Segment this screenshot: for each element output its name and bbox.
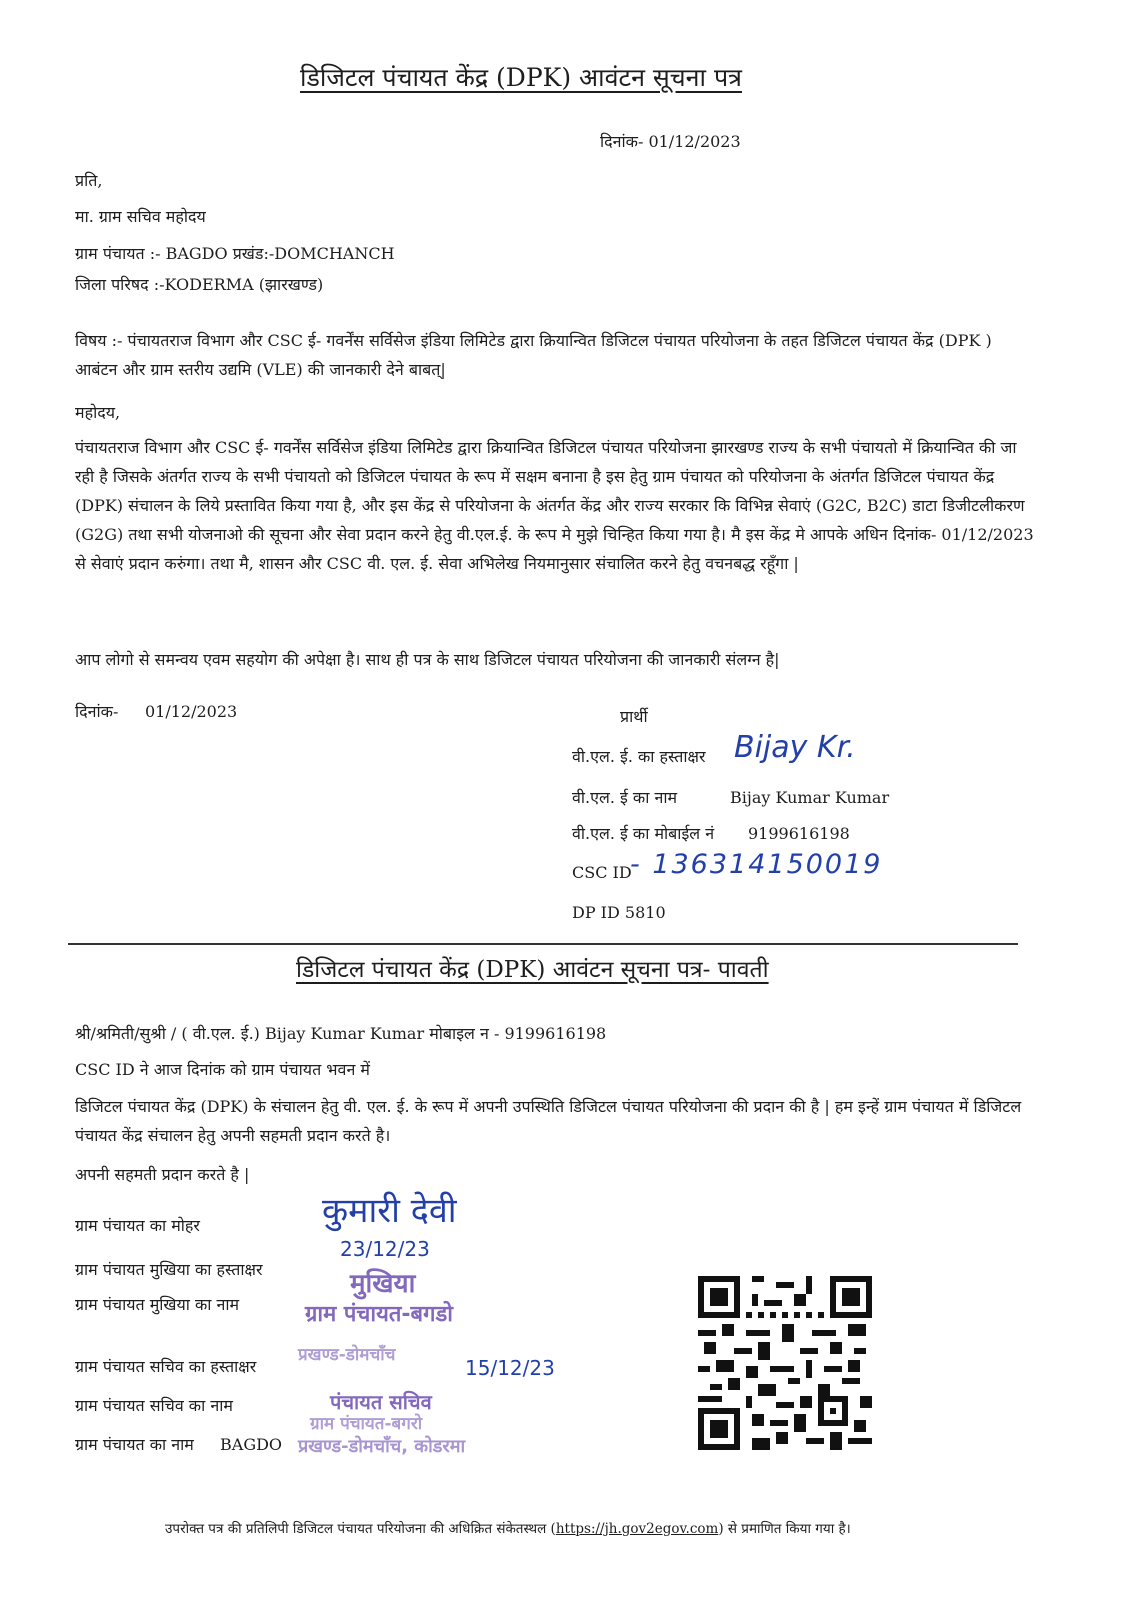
letter-title: डिजिटल पंचायत केंद्र (DPK) आवंटन सूचना पत्र xyxy=(300,63,742,92)
body-paragraph: पंचायतराज विभाग और CSC ई- गवर्नेंस सर्विसेज इंडिया लिमिटेड द्वारा क्रियान्वित डिजिटल पंचायत परियोजना झारखण्ड राज्य के सभी पंचायतो में क्रियान्वित की जा रही है जिसके अंतर्गत राज्य के सभी पंचायतो को डिजिटल पंचायत के रूप में सक्षम बनाना है इस हेतु ग्राम पंचायत को परियोजना के अंतर्गत डिजिटल पंचायत केंद्र (DPK) संचालन के लिये प्रस्तावित किया गया है, और इस केंद्र से परियोजना के अंतर्गत केंद्र और राज्य सरकार कि विभिन्न सेवाएं (G2C, B2C) डाटा डिजीटलीकरण (G2G) तथा सभी योजनाओ की सूचना और सेवा प्रदान करने हेतु वी.एल.ई. के रूप मे मुझे चिन्हित किया गया है। मै इस केंद्र मे आपके अधिन दिनांक- 01/12/2023 से सेवाएं प्रदान करुंगा। तथा मै, शासन और CSC वी. एल. ई. सेवा अभिलेख नियमानुसार संचालित करने हेतु वचनबद्ध रहूँगा | xyxy=(75,438,1034,573)
footer-text-before: उपरोक्त पत्र की प्रतिलिपी डिजिटल पंचायत परियोजना की अधिक्रित संकेतस्थल ( xyxy=(165,1521,556,1537)
csc-id-handwritten: - 136314150019 xyxy=(630,849,883,880)
mukhiya-signature-label: ग्राम पंचायत मुखिया का हस्ताक्षर xyxy=(75,1260,263,1279)
vle-name-value: Bijay Kumar Kumar xyxy=(730,788,890,807)
mukhiya-handwritten-signature: कुमारी देवी xyxy=(322,1191,457,1231)
vle-signature: Bijay Kr. xyxy=(734,730,856,765)
stamp-gram-panchayat: ग्राम पंचायत-बगडो xyxy=(305,1302,453,1327)
to-line: प्रति, xyxy=(75,171,103,190)
stamp-block-partial: प्रखण्ड-डोमचाँच xyxy=(298,1345,396,1365)
section-divider xyxy=(68,943,1018,945)
salutation: महोदय, xyxy=(75,403,121,422)
district-line: जिला परिषद :-KODERMA (झारखण्ड) xyxy=(75,275,324,294)
subject-paragraph: विषय :- पंचायतराज विभाग और CSC ई- गवर्नेंस सर्विसेज इंडिया लिमिटेड द्वारा क्रियान्वित डिजिटल पंचायत परियोजना के तहत डिजिटल पंचायत केंद्र (DPK ) आबंटन और ग्राम स्तरीय उद्यमि (VLE) की जानकारी देने बाबत्| xyxy=(75,331,992,379)
handwritten-date-1: 23/12/23 xyxy=(340,1237,430,1261)
stamp-sachiv: पंचायत सचिव xyxy=(330,1390,432,1414)
receipt-paragraph: डिजिटल पंचायत केंद्र (DPK) के संचालन हेतु वी. एल. ई. के रूप में अपनी उपस्थिति डिजिटल पंचायत परियोजना की प्रदान की है | हम इन्हें ग्राम पंचायत में डिजिटल पंचायत केंद्र संचालन हेतु अपनी सहमती प्रदान करते है। xyxy=(75,1097,1022,1145)
vle-mobile-value: 9199616198 xyxy=(748,824,850,843)
footer-link[interactable]: https://jh.gov2egov.com xyxy=(555,1521,719,1537)
panchayat-name-value: BAGDO xyxy=(220,1435,283,1454)
mukhiya-name-label: ग्राम पंचायत मुखिया का नाम xyxy=(75,1295,240,1314)
stamp-block: प्रखण्ड-डोमचाँच, कोडरमा xyxy=(298,1436,466,1457)
handwritten-date-2: 15/12/23 xyxy=(465,1356,555,1380)
receipt-consent: अपनी सहमती प्रदान करते है | xyxy=(75,1165,250,1184)
stamp-mukhiya: मुखिया xyxy=(350,1269,416,1299)
receipt-vle-line: श्री/श्रमिती/सुश्री / ( वी.एल. ई.) Bijay Kumar Kumar मोबाइल न - 9199616198 xyxy=(75,1024,607,1043)
csc-id-label: CSC ID xyxy=(572,863,632,882)
seal-label: ग्राम पंचायत का मोहर xyxy=(75,1216,200,1235)
date-bottom-label: दिनांक- xyxy=(75,702,119,721)
applicant-label: प्रार्थी xyxy=(620,707,648,726)
qr-code xyxy=(698,1276,872,1450)
dp-id: DP ID 5810 xyxy=(572,903,666,922)
footer-text-after: ) से प्रमाणित किया गया है। xyxy=(718,1521,851,1537)
sachiv-signature-label: ग्राम पंचायत सचिव का हस्ताक्षर xyxy=(75,1357,257,1376)
receipt-title: डिजिटल पंचायत केंद्र (DPK) आवंटन सूचना पत्र- पावती xyxy=(296,957,769,983)
request-line: आप लोगो से समन्वय एवम सहयोग की अपेक्षा है। साथ ही पत्र के साथ डिजिटल पंचायत परियोजना की जानकारी संलग्न है| xyxy=(75,650,780,669)
date-bottom-value: 01/12/2023 xyxy=(145,702,238,721)
footer-note xyxy=(165,1519,851,1537)
addressee: मा. ग्राम सचिव महोदय xyxy=(75,207,206,226)
vle-name-label: वी.एल. ई का नाम xyxy=(572,788,678,807)
panchayat-name-label: ग्राम पंचायत का नाम xyxy=(75,1435,194,1454)
stamp-sachiv-gram-panchayat: ग्राम पंचायत-बगरो xyxy=(310,1414,423,1434)
sachiv-name-label: ग्राम पंचायत सचिव का नाम xyxy=(75,1396,233,1415)
letter-date: दिनांक- 01/12/2023 xyxy=(600,132,741,151)
receipt-csc-line: CSC ID ने आज दिनांक को ग्राम पंचायत भवन में xyxy=(75,1060,370,1079)
vle-signature-label: वी.एल. ई. का हस्ताक्षर xyxy=(572,747,706,766)
gram-panchayat-line: ग्राम पंचायत :- BAGDO प्रखंड:-DOMCHANCH xyxy=(75,244,395,263)
vle-mobile-label: वी.एल. ई का मोबाईल नं xyxy=(572,824,715,843)
